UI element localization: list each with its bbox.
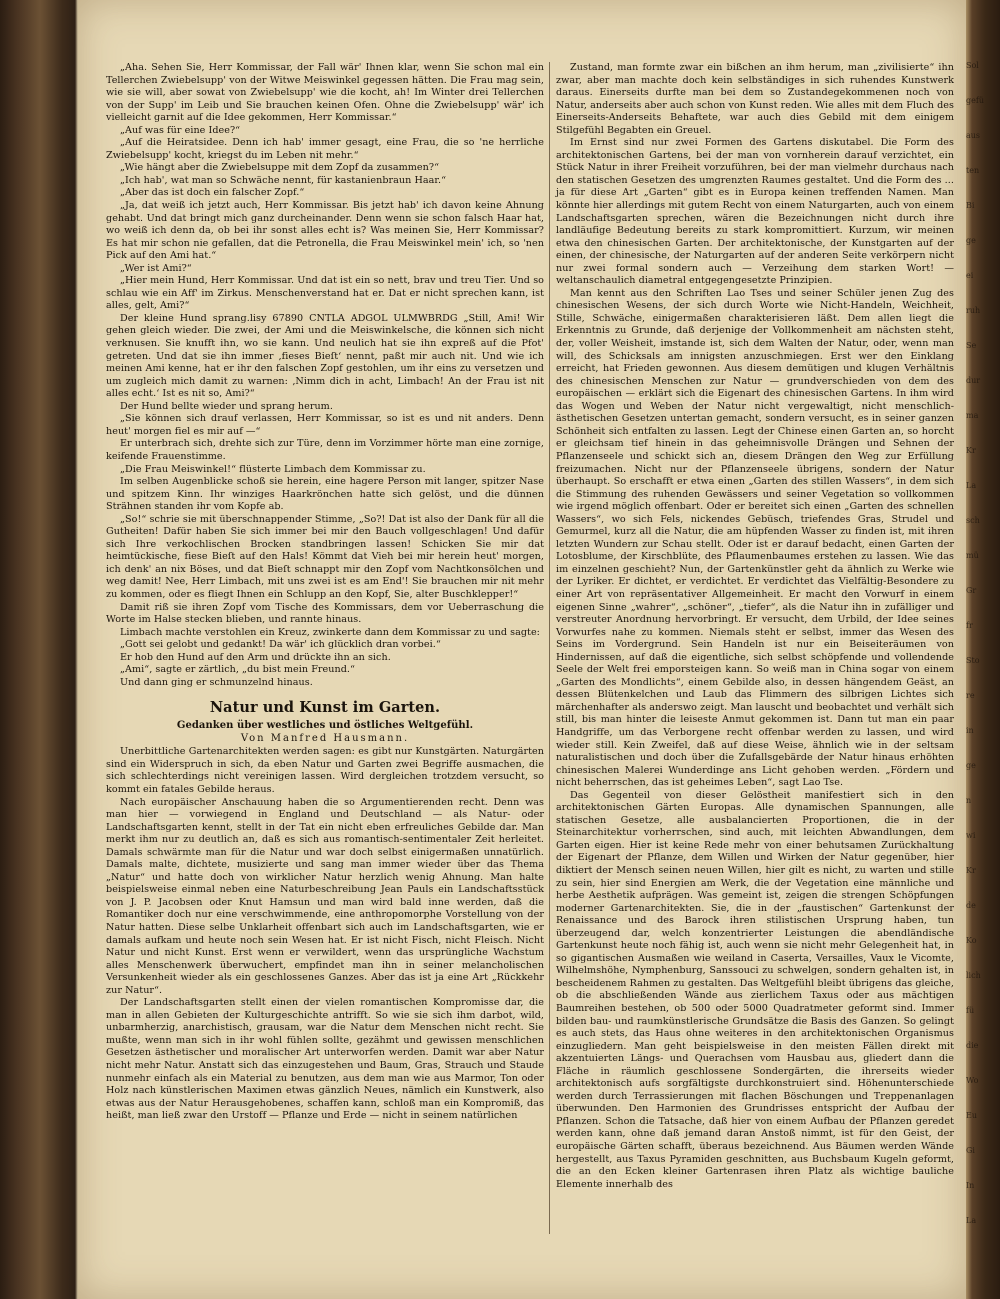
edge-fragment: fr [966, 621, 973, 630]
edge-fragment: lich [966, 971, 981, 980]
edge-fragment: ge [966, 761, 976, 770]
edge-fragment: Sol [966, 61, 979, 70]
edge-fragment: de [966, 901, 976, 910]
edge-fragment: In [966, 1181, 975, 1190]
story-paragraph: Damit riß sie ihren Zopf vom Tische des Kommissars, dem vor Ueberraschung die Worte im Halse stecken blieben, und rannte hinaus. [106, 601, 544, 626]
edge-fragment: ge [966, 236, 976, 245]
story-paragraph: Und dann ging er schmunzelnd hinaus. [120, 676, 313, 688]
edge-fragment: Wo [966, 1076, 979, 1085]
edge-fragment: gefü [966, 96, 984, 105]
adjacent-page-edge [966, 0, 1000, 1299]
story-paragraph: Limbach machte verstohlen ein Kreuz, zwinkerte dann dem Kommissar zu und sagte: [120, 626, 540, 638]
edge-fragment: Ko [966, 936, 977, 945]
edge-fragment: sch [966, 516, 980, 525]
edge-fragment: Bi [966, 201, 975, 210]
article-paragraph: Das Gegenteil von dieser Gelöstheit manifestiert sich in den architektonischen Gärten Europas. Alle dynamischen Spannungen, alle statischen Gesetze, alle ausbalancierten Proportionen, die in der Steinarchitektur vorherrschen, sind auch, mit leichten Abwandlungen, dem Garten eigen. Hier ist keine Rede mehr von einer behutsamen Zurückhaltung der Eigenart der Pflanze, dem Willen und Wirken der Natur gegenüber, hier diktiert der Mensch seinen neuen Willen, hier gilt es nicht, zu warten und stille zu sein, hier sind Energien am Werk, die der Vegetation eine männliche und herbe Aesthetik aufprägen. Was gemeint ist, zeigen die strengen Schöpfungen moderner Gartenarchitekten. Sie, die in der „faustischen“ Gartenkunst der Renaissance und des Barock ihren stilistischen Ursprung haben, tun überzeugend dar, welch konzentrierter Leistungen die abendländische Gartenkunst heute noch fähig ist, auch wenn sie nicht mehr Gelegenheit hat, in so gigantischen Ausmaßen wie weiland in Caserta, Versailles, Vaux le Vicomte, Wilhelmshöhe, Nymphenburg, Sanssouci zu schwelgen, sondern gehalten ist, in bescheidenem Rahmen zu gestalten. Das Weltgefühl bleibt übrigens das gleiche, ob die abschließenden Wände aus zierlichem Taxus oder aus mächtigen Baumreihen bestehen, ob 500 oder 5000 Quadratmeter geformt sind. Immer bilden bau- und raumkünstlerische Grundsätze die Basis des Ganzen. So gelingt es auch stets, das Haus ohne weiteres in den architektonischen Organismus einzugliedern. Man geht beispielsweise in den meisten Fällen direkt mit akzentuierten Längs- und Querachsen vom Hausbau aus, gliedert dann die Fläche in räumlich geschlossene Sondergärten, die ihrerseits wieder architektonisch aufs sorgfältigste durchkonstruiert sind. Höhenunterschiede werden durch Terrassierungen mit flachen Böschungen und Treppenanlagen überwunden. Den Harmonien des Grundrisses entspricht der Aufbau der Pflanzen. Schon die Tatsache, daß hier von einem Aufbau der Pflanzen geredet werden kann, ohne daß jemand daran Anstoß nimmt, ist für den Geist, der europäische Gärten schafft, überaus bezeichnend. Aus Bäumen werden Wände hergestellt, aus Taxus Pyramiden geschnitten, aus Buchsbaum Kugeln geformt, die an den Ecken kleiner Gartenrasen ihren Platz als wichtige bauliche Elemente innerhalb des [556, 789, 954, 1190]
edge-fragment: Se [966, 341, 977, 350]
story-paragraph: „Gott sei gelobt und gedankt! Da wär' ich glücklich dran vorbei.“ [120, 639, 441, 651]
edge-fragment: fü [966, 1006, 975, 1015]
story-paragraph: „Wer ist Ami?“ [120, 262, 192, 274]
edge-fragment: La [966, 481, 977, 490]
story-paragraph: Der kleine Hund sprang.lisy 67890 CNTLA ADGOL ULMWBRDG „Still, Ami! Wir gehen gleich wieder. Die zwei, der Ami und die Meiswinkelsche, die können sich nicht verknusen. Sie knufft ihn, wo sie kann. Und neulich hat sie ihn expreß auf die Pfot' getreten. Und dat sie ihn immer ‚fieses Bieſt‘ nennt, paßt mir auch nit. Und wie ich meinen Ami kenne, hat er ihr den falschen Zopf gestohlen, um ihr eins zu versetzen und um zugleich mich damit zu warnen: ‚Nimm dich in acht, Limbach! An der Frau ist nit alles echt.‘ Ist es nit so, Ami?“ [106, 312, 544, 400]
article-text-right [556, 62, 954, 1191]
story-paragraph: „Ich hab', wat man so Schwäche nennt, für kastanienbraun Haar.“ [120, 174, 447, 186]
article-paragraph: Nach europäischer Anschauung haben die so Argumentierenden recht. Denn was man hier — vorwiegend in England und Deutschland — als Natur- oder Landschaftsgarten kennt, stellt in der Tat ein nicht eben erfreuliches Gebilde dar. Man merkt ihm nur zu deutlich an, daß es sich aus romantisch-sentimentaler Zeit herleitet. Damals schwärmte man für die Natur und war doch selbst einigermaßen unnatürlich. Damals malte, dichtete, musizierte und sang man immer wieder über das Thema „Natur“ und hatte doch von wirklicher Natur herzlich wenig Ahnung. Man halte beispielsweise einmal neben eine Naturbeschreibung Jean Pauls ein Landschaftsstück von J. P. Jacobsen oder Knut Hamsun und man wird bald inne werden, daß die Romantiker doch nur eine verschwimmende, eine anthropomorphe Vorstellung von der Natur hatten. Diese selbe Unklarheit offenbart sich auch im Landschaftsgarten, wie er damals aufkam und heute noch sein Wesen hat. Er ist nicht Fisch, nicht Fleisch. Nicht Natur und nicht Kunst. Erst wenn er verwildert, wenn das ursprüngliche Wachstum alles Menschenwerk überwuchert, empfindet man ihn in seiner melancholischen Versunkenheit wieder als ein geschlossenes Ganzes. Aber das ist ja eine Art „Rückkehr zur Natur“. [106, 796, 544, 996]
edge-fragment: Sto [966, 656, 980, 665]
story-paragraph: „So!“ schrie sie mit überschnappender Stimme, „So?! Dat ist also der Dank für all die Gutheiten! Dafür haben Sie sich immer bei mir den Bauch vollgeschlagen! Und dafür sich Ihre verkochlischen Brocken standbringen lassen! Schicken Sie mir dat heimtückische, fiese Bieſt auf den Hals! Kömmt dat Vieh bei mir herein heut' morgen, ich denk' an nix Böses, und dat Bieſt schnappt mir den Zopf vom Nachtkonsölchen und weg damit! Nee, Herr Limbach, mit uns zwei ist es am End'! Sie brauchen mir nit mehr zu kommen, oder es fliegt Ihnen ein Schlupp an den Kopf, Sie, alter Buschklepper!“ [106, 513, 544, 600]
story-paragraph: „Sie können sich drauf verlassen, Herr Kommissar, so ist es und nit anders. Denn heut' morgen fiel es mir auf —“ [106, 413, 544, 437]
edge-fragment: ruh [966, 306, 981, 315]
article-text-left [106, 746, 544, 1122]
story-paragraph: Er hob den Hund auf den Arm und drückte ihn an sich. [120, 651, 391, 663]
story-paragraph: „Auf was für eine Idee?“ [120, 124, 241, 136]
right-column [556, 62, 954, 1191]
edge-fragment: ma [966, 411, 979, 420]
edge-fragment: La [966, 1216, 977, 1225]
edge-fragment: n [966, 796, 972, 805]
story-paragraph: Er unterbrach sich, drehte sich zur Türe, denn im Vorzimmer hörte man eine zornige, keifende Frauenstimme. [106, 438, 544, 462]
edge-fragment: Kr [966, 866, 976, 875]
story-paragraph: Im selben Augenblicke schoß sie herein, eine hagere Person mit langer, spitzer Nase und spitzem Kinn. Ihr winziges Haarkrönchen hatte sich gelöst, und die dünnen Strähnen standen ihr vom Kopfe ab. [106, 476, 544, 513]
article-paragraph: Man kennt aus den Schriften Lao Tses und seiner Schüler jenen Zug des chinesischen Wesens, der sich durch Worte wie Nicht-Handeln, Weichheit, Stille, Schwäche, einigermaßen charakterisieren läßt. Dem allen liegt die Erkenntnis zu Grunde, daß derjenige der Vollkommenheit am nächsten steht, der, voller Weisheit, imstande ist, sich dem Walten der Natur, oder, wenn man will, des Schicksals am innigsten anzuschmiegen. Erst wer den Einklang erreicht, hat Frieden gewonnen. Aus diesem demütigen und klugen Verhältnis des chinesischen Menschen zur Natur — grundverschieden von dem des europäischen — erklärt sich die Eigenart des chinesischen Gartens. In ihm wird das Wogen und Weben der Natur nicht vergewaltigt, nicht menschlich-ästhetischen Gesetzen untertan gemacht, sondern versucht, es in seiner ganzen Schönheit sich entfalten zu lassen. Legt der Chinese einen Garten an, so horcht er gleichsam tief hinein in das geheimnisvolle Drängen und Sehnen der Pflanzenseele und schickt sich an, diesem Drängen den Weg zur Erfüllung freizumachen. Nicht nur der Pflanzenseele übrigens, sondern der Natur überhaupt. So erschafft er etwa einen „Garten des stillen Wassers“, in dem sich die Stimmung des ruhenden Gewässers und seiner Vegetation so vollkommen wie irgend möglich offenbart. Oder er bereitet sich einen „Garten des schnellen Wassers“, wo sich Fels, nickendes Gebüsch, triefendes Gras, Strudel und Gemurmel, kurz all die Natur, die am hüpfenden Wasser zu finden ist, mit ihren letzten Wundern zur Schau stellt. Oder ist er darauf bedacht, einen Garten der Lotosblume, der Kirschblüte, des Pflaumenbaumes erstehen zu lassen. Wie das im einzelnen geschieht? Nun, der Gartenkünstler geht da ähnlich zu Werke wie der Lyriker. Er dichtet, er verdichtet. Er verdichtet das Vielfältig-Besondere zu einer Art von repräsentativer Allgemeinheit. Er macht den Vorwurf in einem eigenen Sinne „wahrer“, „schöner“, „tiefer“, als die Natur ihn in zufälliger und verstreuter Anordnung hervorbringt. Er versucht, dem Urbild, der Idee seines Vorwurfes nahe zu kommen. Niemals steht er selbst, immer das Wesen des Seins im Vordergrund. Sein Handeln ist nur ein Beiseiteräumen von Hindernissen, auf daß die eigentliche, sich selbst schöpfende und vollendende Seele der Welt frei emporsteigen kann. So weiß man in China sogar von einem „Garten des Mondlichts“, einem Gebilde also, in dessen hängendem Geäst, an dessen Blütenkelchen und Laub das Flimmern des silbrigen Lichtes sich märchenhafter als anderswo zeigt. Man lauscht und beobachtet und verhält sich still, bis man hinter die leiseste Anmut gekommen ist. Dann tut man ein paar Handgriffe, um das Verborgene recht offenbar werden zu lassen, und wird wieder still. Kein Zweifel, daß auf diese Weise, ähnlich wie in der seltsam naturalistischen und doch über die Zufallsgebärde der Natur hinaus erhöhten chinesischen Malerei Wunderdinge ans Licht gehoben werden. „Fördern und nicht beherrschen, das ist geheimes Leben“, sagt Lao Tse. [556, 287, 954, 789]
story-paragraph: „Aber das ist doch ein falscher Zopf.“ [120, 187, 305, 199]
story-paragraph: „Ami“, sagte er zärtlich, „du bist mein Freund.“ [120, 664, 355, 676]
edge-fragment: re [966, 691, 975, 700]
edge-fragment: ten [966, 166, 980, 175]
story-text-before [106, 62, 544, 689]
edge-fragment: Gi [966, 1146, 975, 1155]
left-column [106, 62, 544, 1123]
edge-fragment: aus [966, 131, 981, 140]
article-paragraph: Zustand, man formte zwar ein bißchen an ihm herum, man „zivilisierte“ ihn zwar, aber man machte doch kein selbständiges in sich ruhendes Kunstwerk daraus. Einerseits durfte man bei dem so Zustandegekommenen noch von Natur, anderseits aber auch schon von Kunst reden. Wie alles mit dem Fluch des Einerseits-Anderseits Behaftete, war auch dies Gebild mit dem einigem Stilgefühl Begabten ein Greuel. [556, 62, 954, 136]
edge-fragment: ei [966, 271, 974, 280]
story-paragraph: „Die Frau Meiswinkel!“ flüsterte Limbach dem Kommissar zu. [120, 463, 426, 475]
story-paragraph: „Aha. Sehen Sie, Herr Kommissar, der Fall wär' Ihnen klar, wenn Sie schon mal ein Tellerchen Zwiebelsupp' von der Witwe Meiswinkel gegessen hätten. Die Frau mag sein, wie sie will, aber sowat von Zwiebelsupp' wie die kocht, ah! Im Winter drei Tellerchen von der Supp' im Leib und Sie brauchen keinen Ofen. Ohne die Zwiebelsupp' wär' ich vielleicht garnit auf die Idee gekommen, Herr Kommissar.“ [106, 62, 544, 124]
edge-fragment: wi [966, 831, 976, 840]
edge-fragment: Gr [966, 586, 977, 595]
story-paragraph: „Hier mein Hund, Herr Kommissar. Und dat ist ein so nett, brav und treu Tier. Und so schlau wie ein Aff' im Zirkus. Menschenverstand hat er. Dat er nicht sprechen kann, ist alles, gelt, Ami?“ [106, 275, 544, 312]
column-rule [549, 62, 550, 1234]
edge-fragment: dur [966, 376, 981, 385]
article-paragraph: Im Ernst sind nur zwei Formen des Gartens diskutabel. Die Form des architektonischen Gartens, bei der man von vornherein darauf verzichtet, ein Stück Natur in ihrer Freiheit vorzuführen, bei der man vielmehr durchaus nach den statischen Gesetzen des umgrenzten Raumes gestaltet. Und die Form des ... ja für diese Art „Garten“ gibt es in Europa keinen treffenden Namen. Man könnte hier allerdings mit gutem Recht von einem Naturgarten, auch von einem Landschaftsgarten sprechen, wären die Bezeichnungen nicht durch ihre landläufige Bedeutung bereits zu stark kompromittiert. Kurzum, wir meinen etwa den chinesischen Garten. Der architektonische, der Kunstgarten auf der einen, der chinesische, der Naturgarten auf der anderen Seite verkörpern nicht nur zwei formal sondern auch — Verzeihung dem starken Wort! — weltanschaulich diametral entgegengesetzte Prinzipien. [556, 137, 954, 287]
article-paragraph: Der Landschaftsgarten stellt einen der vielen romantischen Kompromisse dar, die man in allen Gebieten der Kulturgeschichte antrifft. So wie sie sich ihm darbot, wild, unbarmherzig, anarchistisch, grausam, war die Natur dem Menschen nicht recht. Sie mußte, wenn man sich in ihr wohl fühlen sollte, gezähmt und gewissen menschlichen Gesetzen ästhetischer und moralischer Art unterworfen werden. Damit war aber Natur nicht mehr Natur. Anstatt sich das einzugestehen und Baum, Gras, Strauch und Staude nunmehr einfach als ein Material zu benutzen, aus dem man wie aus Marmor, Ton oder Holz nach künstlerischen Maximen etwas gänzlich Neues, nämlich ein Kunstwerk, also etwas aus der Natur Herausgehobenes, schaffen kann, schloß man ein Kompromiß, das heißt, man ließ zwar den Urstoff — Pflanze und Erde — nicht in seinem natürlichen [106, 997, 544, 1122]
edge-fragment: Eu [966, 1111, 977, 1120]
edge-fragment: mü [966, 551, 979, 560]
article-subtitle: Gedanken über westliches und östliches Weltgefühl. [176, 720, 474, 732]
article-author: Von Manfred Hausmann. [240, 733, 410, 745]
story-paragraph: „Ja, dat weiß ich jetzt auch, Herr Kommissar. Bis jetzt hab' ich davon keine Ahnung gehabt. Und dat bringt mich ganz durcheinander. Denn wenn sie schon falsch Haar hat, wo weiß ich denn da, ob bei ihr sonst alles echt is? Was meinen Sie, Herr Kommissar? Es hat mir schon nie gefallen, dat die Petronella, die Frau Meiswinkel mein' ich, so 'nen Pick auf den Ami hat.“ [106, 200, 544, 262]
edge-fragment: Kr [966, 446, 976, 455]
article-paragraph: Unerbittliche Gartenarchitekten werden sagen: es gibt nur Kunstgärten. Naturgärten sind ein Widerspruch in sich, da eben Natur und Garten zwei Begriffe ausmachen, die sich schlechterdings nicht vereinigen lassen. Wird dergleichen trotzdem versucht, so kommt ein fatales Gebilde heraus. [106, 746, 544, 795]
story-paragraph: Der Hund bellte wieder und sprang herum. [120, 400, 333, 412]
story-paragraph: „Auf die Heiratsidee. Denn ich hab' immer gesagt, eine Frau, die so 'ne herrliche Zwiebelsupp' kocht, kriegst du im Leben nit mehr.“ [106, 137, 544, 161]
story-paragraph: „Wie hängt aber die Zwiebelsuppe mit dem Zopf da zusammen?“ [120, 162, 440, 174]
edge-fragment: in [966, 726, 974, 735]
article-title: Natur und Kunst im Garten. [209, 699, 441, 717]
edge-fragment: die [966, 1041, 979, 1050]
